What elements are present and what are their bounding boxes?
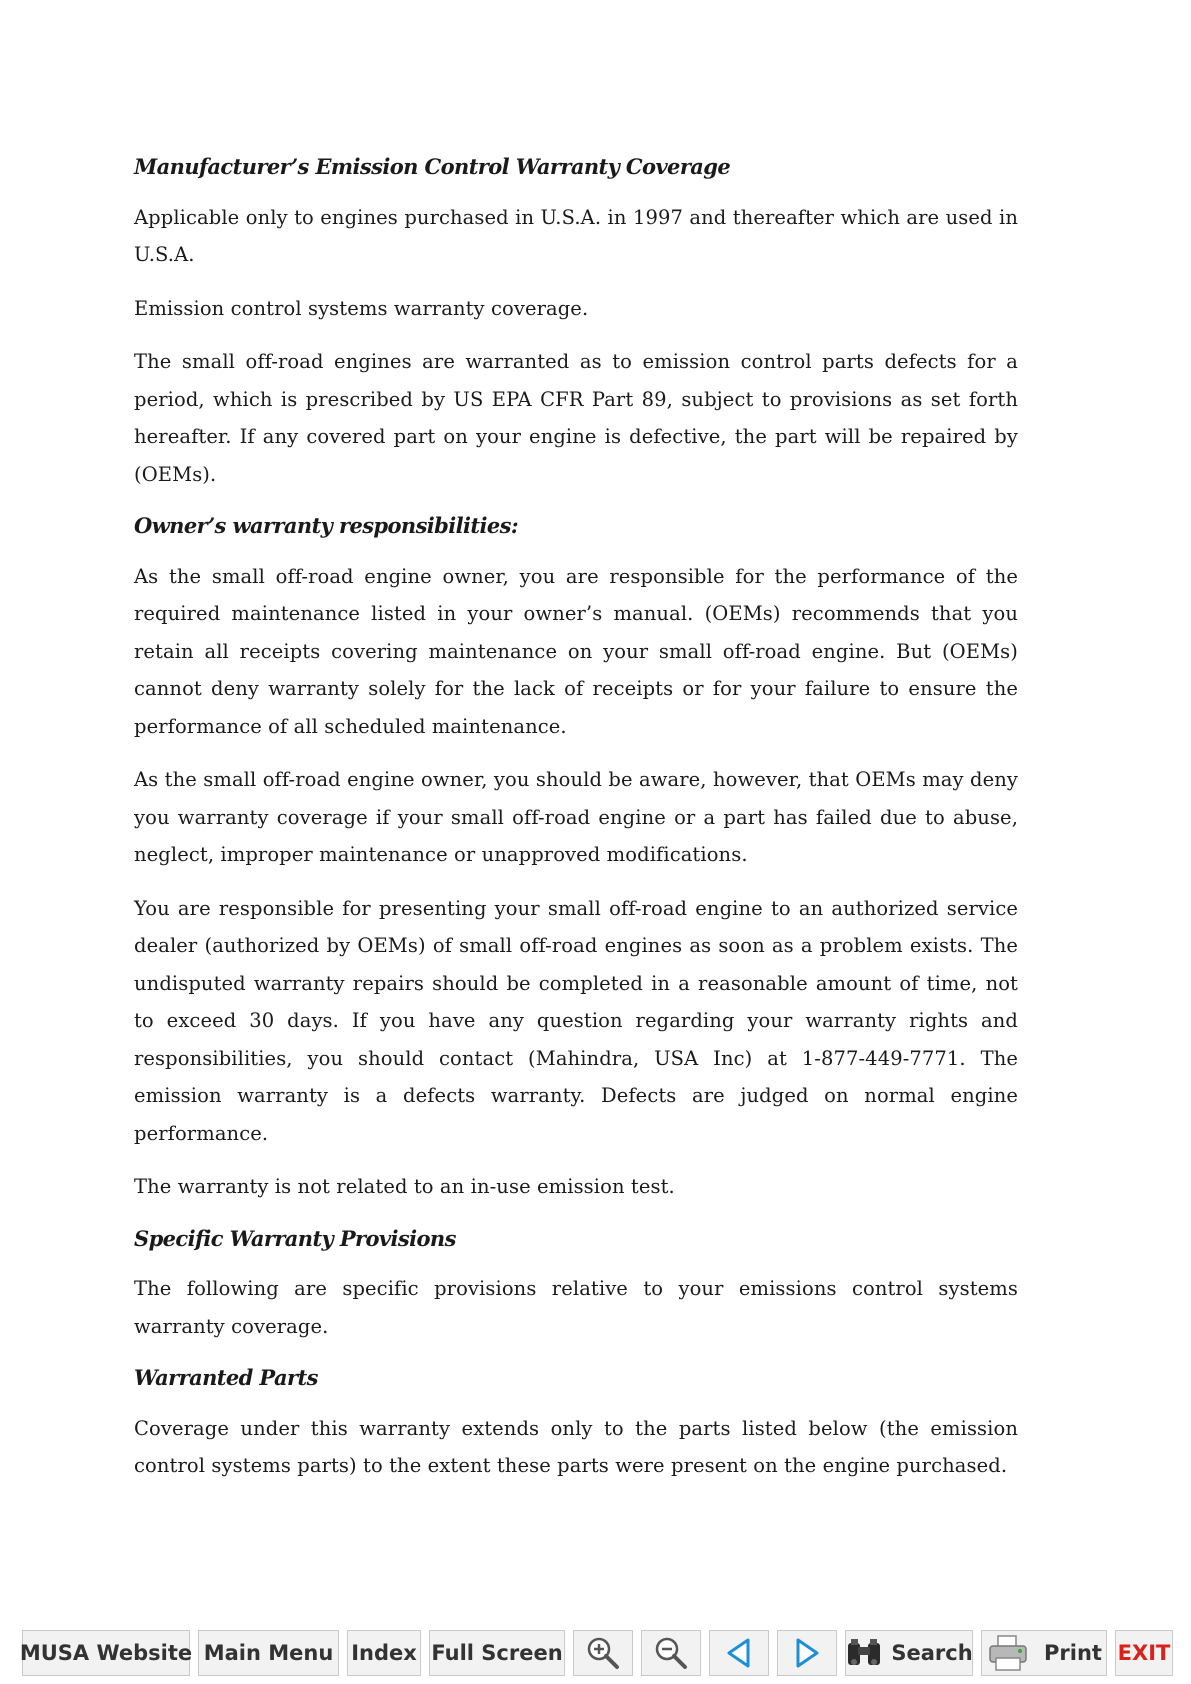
triangle-right-icon (792, 1637, 822, 1669)
exit-button[interactable]: EXIT (1115, 1630, 1173, 1676)
binoculars-icon (845, 1637, 883, 1669)
heading-owner-responsibilities: Owner’s warranty responsibilities: (134, 513, 519, 539)
paragraph-warranted-defects: The small off-road engines are warranted as to emission control parts defects for a period, which is prescribed by US EPA CFR Part 89, subject to provisions as set forth hereafter. If any covered part on your engine is defective, the part will be repaired by (OEMs). (134, 350, 1018, 486)
musa-website-button[interactable]: MUSA Website (22, 1630, 190, 1676)
paragraph-applicability: Applicable only to engines purchased in U.S.A. in 1997 and thereafter which are used in U.S.A. (134, 205, 1018, 267)
previous-page-button[interactable] (709, 1630, 769, 1676)
index-button[interactable]: Index (347, 1630, 421, 1676)
paragraph-dealer: You are responsible for presenting your small off-road engine to an authorized service dealer (authorized by OEMs) of small off-road engines as soon as a problem exists. The undisputed warranty repairs should be completed in a reasonable amount of time, not to exceed 30 days. If you have any question regarding your warranty rights and responsibilities, you should contact (Mahindra, USA Inc) at 1-877-449-7771. The emission warranty is a defects warranty. Defects are judged on normal engine performance. (134, 896, 1018, 1145)
zoom-out-button[interactable] (641, 1630, 701, 1676)
search-label: Search (891, 1641, 973, 1665)
paragraph-denial: As the small off-road engine owner, you should be aware, however, that OEMs may deny you warranty coverage if your small off-road engine or a part has failed due to abuse, neglect, improper maintenance or unapproved modifications. (134, 768, 1018, 867)
heading-specific-provisions: Specific Warranty Provisions (134, 1225, 456, 1251)
main-menu-button[interactable]: Main Menu (198, 1630, 339, 1676)
paragraph-coverage: Emission control systems warranty coverage. (134, 296, 589, 320)
printer-icon (986, 1634, 1030, 1672)
zoom-out-icon (653, 1635, 689, 1671)
paragraph-parts-coverage: Coverage under this warranty extends only to the parts listed below (the emission control systems parts) to the extent these parts were present on the engine purchased. (134, 1416, 1018, 1478)
full-screen-button[interactable]: Full Screen (429, 1630, 565, 1676)
heading-emission-warranty: Manufacturer’s Emission Control Warranty Coverage (134, 154, 731, 179)
paragraph-maintenance: As the small off-road engine owner, you are responsible for the performance of the required maintenance listed in your owner’s manual. (OEMs) recommends that you retain all receipts covering maintenance on your small off-road engine. But (OEMs) cannot deny warranty solely for the lack of receipts or for your failure to ensure the performance of all scheduled maintenance. (134, 564, 1018, 738)
zoom-in-icon (585, 1635, 621, 1671)
search-button[interactable] (845, 1630, 973, 1676)
print-button[interactable] (981, 1630, 1107, 1676)
heading-warranted-parts: Warranted Parts (134, 1365, 318, 1391)
paragraph-in-use-test: The warranty is not related to an in-use emission test. (134, 1175, 675, 1199)
paragraph-provisions: The following are specific provisions relative to your emissions control systems warranty coverage. (134, 1277, 1018, 1338)
print-label: Print (1044, 1641, 1102, 1665)
bottom-toolbar (19, 1630, 1173, 1676)
document-page (134, 150, 1018, 1501)
zoom-in-button[interactable] (573, 1630, 633, 1676)
next-page-button[interactable] (777, 1630, 837, 1676)
triangle-left-icon (724, 1637, 754, 1669)
